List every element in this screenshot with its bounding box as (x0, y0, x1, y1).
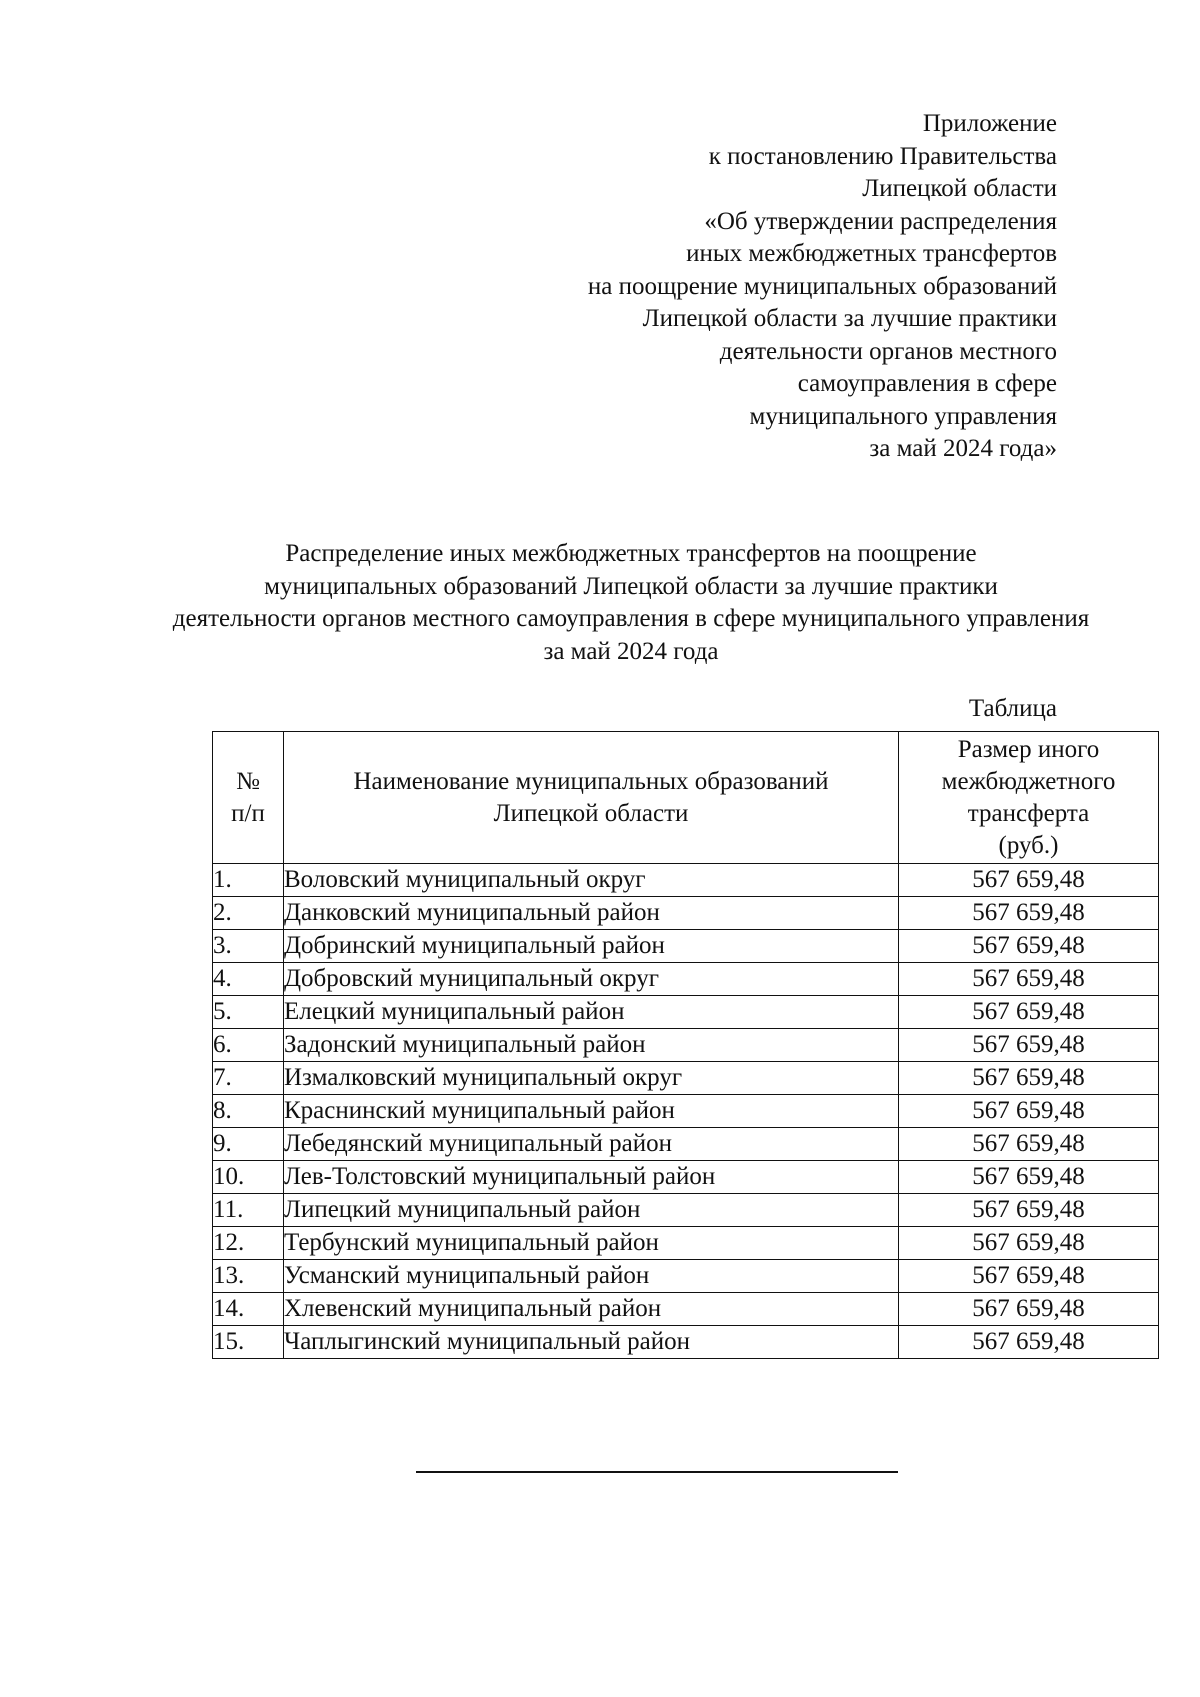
appendix-line: деятельности органов местного (719, 337, 1057, 365)
table-row (213, 897, 1159, 930)
transfer-amount: 567 659,48 (899, 1194, 1159, 1227)
allocation-table (212, 731, 1159, 1359)
header-row (213, 732, 1159, 864)
table-row (213, 996, 1159, 1029)
row-number: 3. (213, 930, 284, 963)
municipality-name: Тербунский муниципальный район (284, 1227, 899, 1260)
municipality-name: Измалковский муниципальный округ (284, 1062, 899, 1095)
transfer-amount: 567 659,48 (899, 1128, 1159, 1161)
table-row (213, 1194, 1159, 1227)
row-number: 11. (213, 1194, 284, 1227)
row-number: 6. (213, 1029, 284, 1062)
header-num (213, 732, 284, 864)
transfer-amount: 567 659,48 (899, 1227, 1159, 1260)
table-caption: Таблица (968, 695, 1057, 722)
row-number: 4. (213, 963, 284, 996)
table-row (213, 1161, 1159, 1194)
title-line: деятельности органов местного самоуправления в сфере муниципального управления (172, 605, 1090, 632)
row-number: 5. (213, 996, 284, 1029)
appendix-line: Липецкой области (862, 175, 1057, 202)
row-number: 12. (213, 1227, 284, 1260)
header-amount-line: межбюджетного (941, 767, 1116, 795)
row-number: 9. (213, 1128, 284, 1161)
header-amount-line: Размер иного (957, 735, 1100, 763)
table-body (213, 864, 1159, 1359)
municipality-name: Задонский муниципальный район (284, 1029, 899, 1062)
transfer-amount: 567 659,48 (899, 897, 1159, 930)
header-num-line: п/п (231, 799, 265, 827)
transfer-amount: 567 659,48 (899, 1029, 1159, 1062)
header-amount-line: трансферта (967, 799, 1090, 827)
table-header (213, 732, 1159, 864)
row-number: 15. (213, 1326, 284, 1359)
header-num-line: № (236, 767, 260, 795)
title-line: Распределение иных межбюджетных трансфертов на поощрение (285, 540, 977, 567)
header-amount-line: (руб.) (998, 831, 1059, 859)
transfer-amount: 567 659,48 (899, 864, 1159, 897)
appendix-line: муниципального управления (749, 402, 1057, 430)
table-row (213, 1326, 1159, 1359)
row-number: 14. (213, 1293, 284, 1326)
table-row (213, 963, 1159, 996)
municipality-name: Краснинский муниципальный район (284, 1095, 899, 1128)
municipality-name: Усманский муниципальный район (284, 1260, 899, 1293)
table-row (213, 1293, 1159, 1326)
header-amount (899, 732, 1159, 864)
transfer-amount: 567 659,48 (899, 996, 1159, 1029)
row-number: 2. (213, 897, 284, 930)
municipality-name: Добровский муниципальный округ (284, 963, 899, 996)
appendix-line: к постановлению Правительства (708, 142, 1057, 170)
municipality-name: Воловский муниципальный округ (284, 864, 899, 897)
transfer-amount: 567 659,48 (899, 1260, 1159, 1293)
municipality-name: Елецкий муниципальный район (284, 996, 899, 1029)
transfer-amount: 567 659,48 (899, 930, 1159, 963)
transfer-amount: 567 659,48 (899, 1095, 1159, 1128)
municipality-name: Данковский муниципальный район (284, 897, 899, 930)
row-number: 10. (213, 1161, 284, 1194)
title-line: муниципальных образований Липецкой области за лучшие практики (264, 572, 998, 600)
table-row (213, 1062, 1159, 1095)
table-row (213, 930, 1159, 963)
municipality-name: Чаплыгинский муниципальный район (284, 1326, 899, 1359)
municipality-name: Лебедянский муниципальный район (284, 1128, 899, 1161)
header-name-line: Липецкой области (493, 799, 689, 827)
transfer-amount: 567 659,48 (899, 1293, 1159, 1326)
transfer-amount: 567 659,48 (899, 963, 1159, 996)
transfer-amount: 567 659,48 (899, 1326, 1159, 1359)
appendix-line: иных межбюджетных трансфертов (686, 240, 1057, 267)
transfer-amount: 567 659,48 (899, 1062, 1159, 1095)
row-number: 7. (213, 1062, 284, 1095)
table-row (213, 1029, 1159, 1062)
closing-divider (416, 1471, 898, 1473)
table-row (213, 1227, 1159, 1260)
appendix-line: Липецкой области за лучшие практики (642, 305, 1057, 332)
table-row (213, 1095, 1159, 1128)
appendix-block (437, 108, 1057, 466)
row-number: 1. (213, 864, 284, 897)
appendix-line: за май 2024 года» (869, 435, 1057, 462)
table-row (213, 1128, 1159, 1161)
table-row (213, 864, 1159, 897)
document-title (0, 538, 1200, 668)
appendix-line: «Об утверждении распределения (704, 207, 1057, 235)
appendix-line: самоуправления в сфере (797, 370, 1057, 397)
table-row (213, 1260, 1159, 1293)
appendix-line: Приложение (922, 110, 1057, 137)
municipality-name: Липецкий муниципальный район (284, 1194, 899, 1227)
row-number: 13. (213, 1260, 284, 1293)
row-number: 8. (213, 1095, 284, 1128)
header-name (284, 732, 899, 864)
municipality-name: Лев-Толстовский муниципальный район (284, 1161, 899, 1194)
transfer-amount: 567 659,48 (899, 1161, 1159, 1194)
municipality-name: Хлевенский муниципальный район (284, 1293, 899, 1326)
title-line: за май 2024 года (543, 637, 719, 665)
municipality-name: Добринский муниципальный район (284, 930, 899, 963)
header-name-line: Наименование муниципальных образований (353, 767, 829, 795)
appendix-line: на поощрение муниципальных образований (587, 272, 1057, 300)
